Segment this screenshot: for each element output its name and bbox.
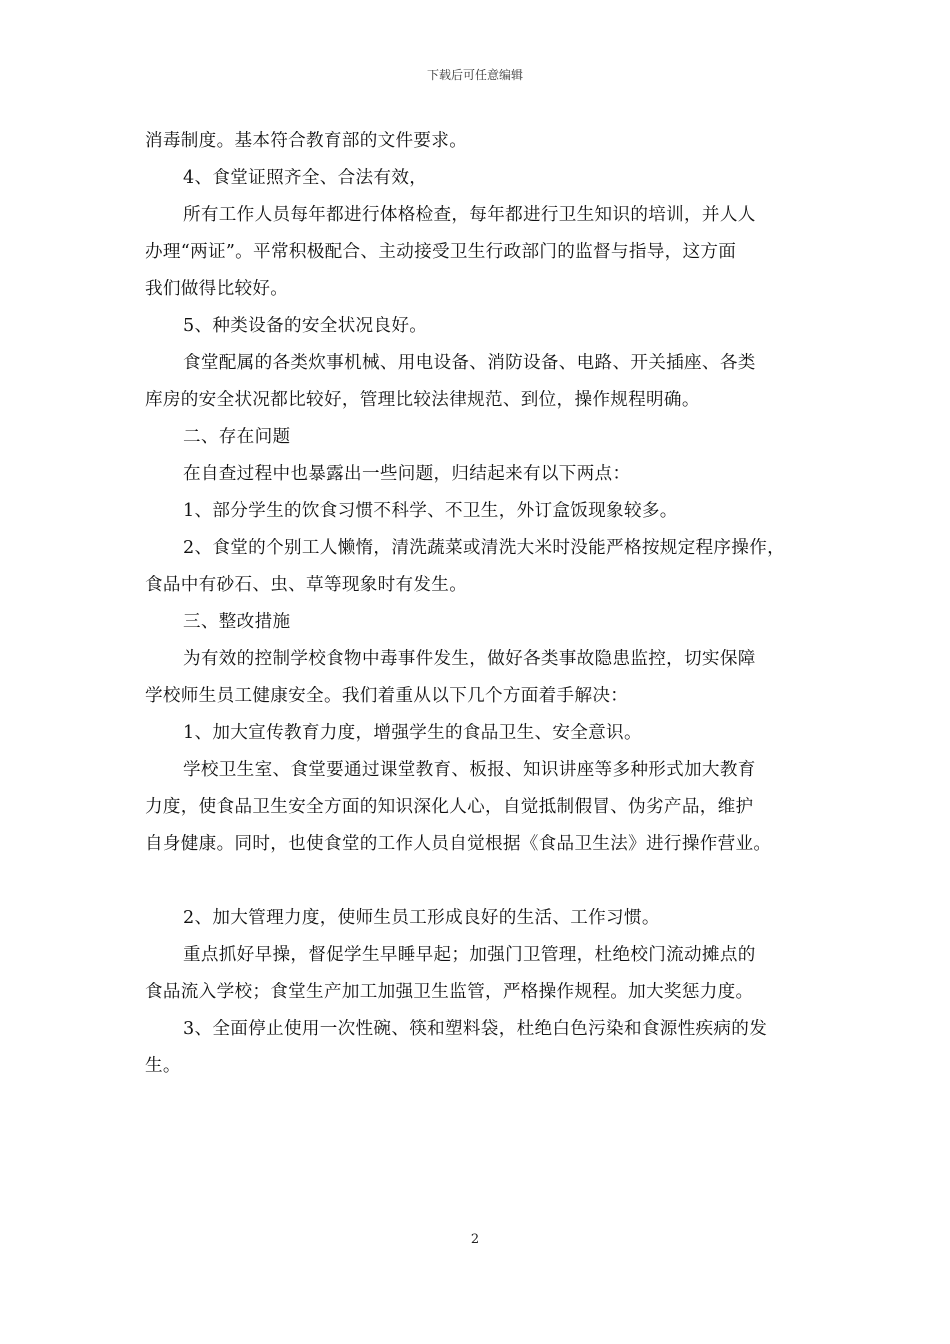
section-heading: 三、整改措施 (183, 612, 291, 632)
text-line: 学校卫生室、食堂要通过课堂教育、板报、知识讲座等多种形式加大教育 (183, 760, 756, 780)
text-line: 我们做得比较好。 (145, 279, 289, 299)
text-line: 学校师生员工健康安全。我们着重从以下几个方面着手解决： (145, 686, 629, 706)
text-line: 所有工作人员每年都进行体格检查，每年都进行卫生知识的培训，并人人 (183, 205, 756, 225)
text-line: 库房的安全状况都比较好，管理比较法律规范、到位，操作规程明确。 (145, 390, 700, 410)
text-line: 消毒制度。基本符合教育部的文件要求。 (145, 131, 468, 151)
text-line: 食堂配属的各类炊事机械、用电设备、消防设备、电路、开关插座、各类 (183, 353, 756, 373)
text-line: 2、加大管理力度，使师生员工形成良好的生活、工作习惯。 (183, 908, 660, 928)
text-line: 4、食堂证照齐全、合法有效， (183, 168, 428, 188)
text-line: 2、食堂的个别工人懒惰，清洗蔬菜或清洗大米时没能严格按规定程序操作， (183, 538, 785, 558)
text-line: 食品中有砂石、虫、草等现象时有发生。 (145, 575, 468, 595)
text-line: 在自查过程中也暴露出一些问题，归结起来有以下两点： (183, 464, 631, 484)
blank-line (145, 863, 810, 900)
text-line: 办理“两证”。平常积极配合、主动接受卫生行政部门的监督与指导，这方面 (145, 242, 737, 262)
text-line: 5、种类设备的安全状况良好。 (183, 316, 428, 336)
text-line: 重点抓好早操，督促学生早睡早起；加强门卫管理，杜绝校门流动摊点的 (183, 945, 756, 965)
text-line: 自身健康。同时，也使食堂的工作人员自觉根据《食品卫生法》进行操作营业。 (145, 834, 772, 854)
text-line: 1、部分学生的饮食习惯不科学、不卫生，外订盒饭现象较多。 (183, 501, 678, 521)
text-line: 3、全面停止使用一次性碗、筷和塑料袋，杜绝白色污染和食源性疾病的发 (183, 1019, 768, 1039)
page-number: 2 (470, 1232, 480, 1247)
section-heading: 二、存在问题 (183, 427, 291, 447)
text-line: 食品流入学校；食堂生产加工加强卫生监管，严格操作规程。加大奖惩力度。 (145, 982, 754, 1002)
text-line: 力度，使食品卫生安全方面的知识深化人心，自觉抵制假冒、伪劣产品，维护 (145, 797, 754, 817)
document-body (145, 123, 810, 1085)
text-line: 1、加大宣传教育力度，增强学生的食品卫生、安全意识。 (183, 723, 642, 743)
text-line: 为有效的控制学校食物中毒事件发生，做好各类事故隐患监控，切实保障 (183, 649, 756, 669)
page-header: 下载后可任意编辑 (426, 68, 523, 82)
text-line: 生。 (145, 1056, 181, 1076)
